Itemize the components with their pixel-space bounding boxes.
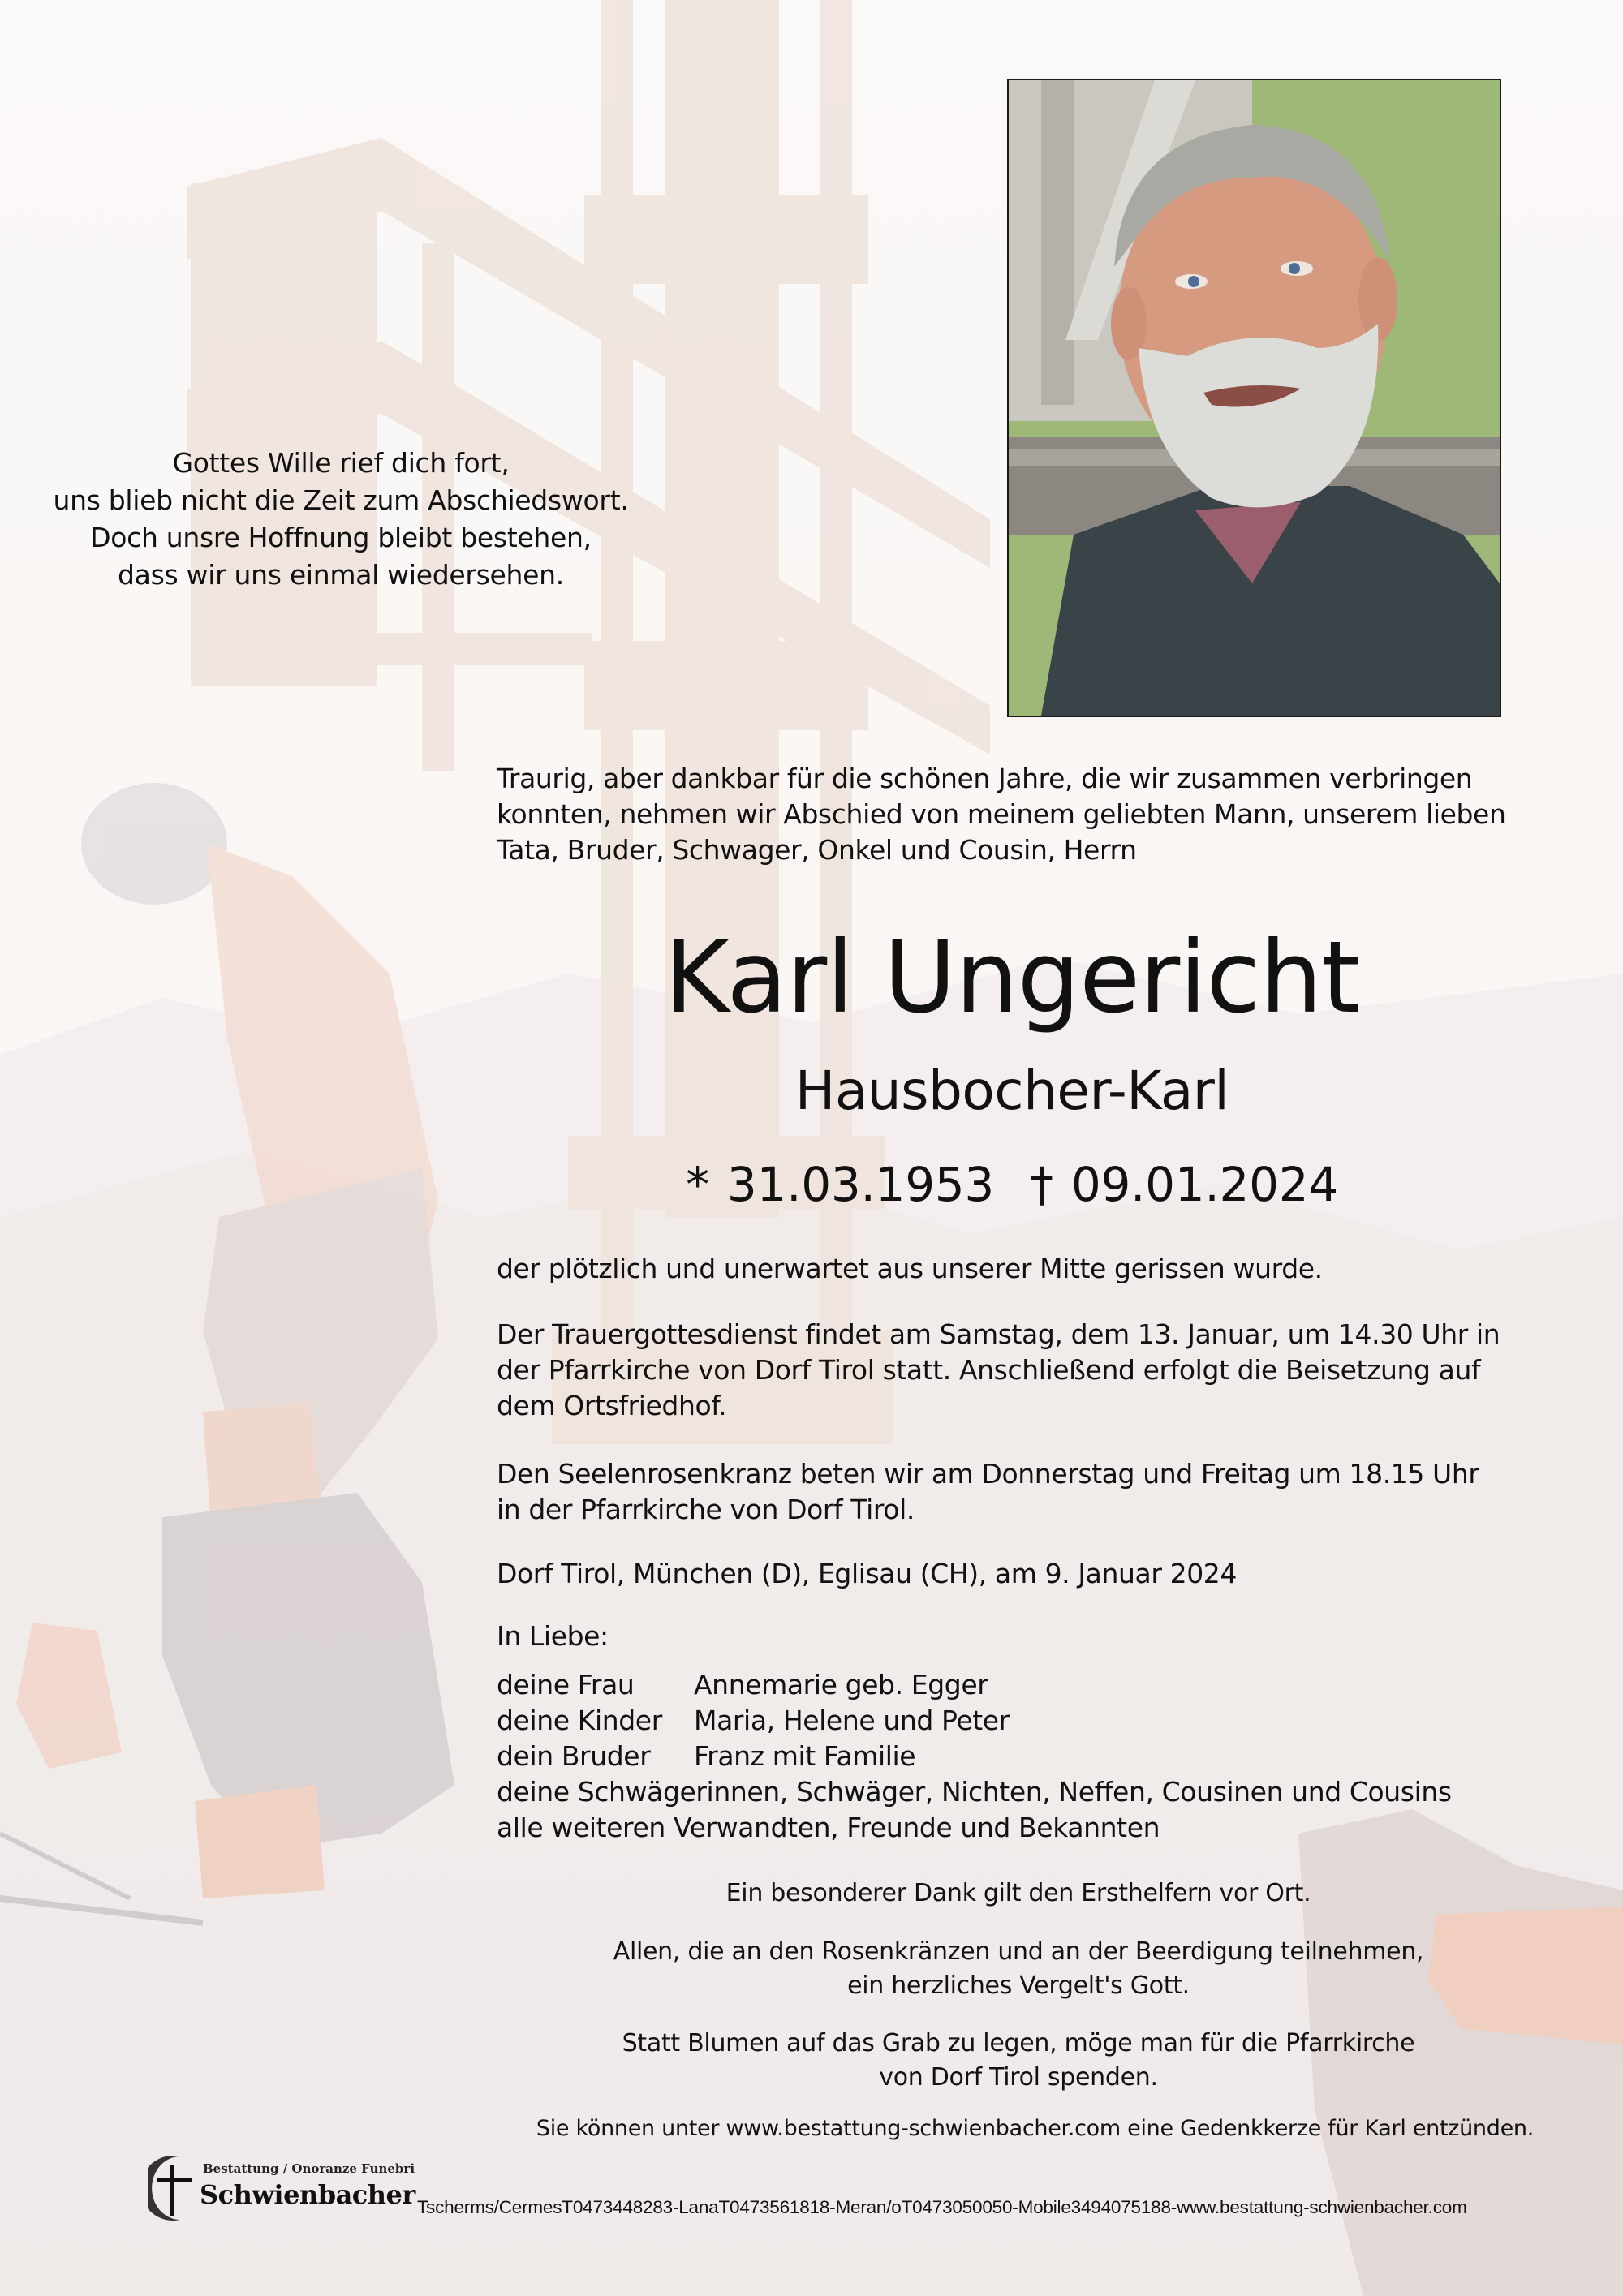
funeral-service-paragraph: [497, 1317, 1543, 1424]
body-line: dem Ortsfriedhof.: [497, 1390, 727, 1421]
in-love-label: [497, 1619, 1543, 1654]
family-relation: dein Bruder: [497, 1740, 651, 1772]
verse-line: Gottes Wille rief dich fort,: [172, 447, 510, 479]
first-responders-thanks: [503, 1877, 1534, 1911]
flowers-note: [503, 2027, 1534, 2095]
logo-subtitle: Bestattung / Onoranze Funebri: [203, 2161, 415, 2176]
intro-line: Tata, Bruder, Schwager, Onkel und Cousin, Herrn: [497, 834, 1137, 866]
family-relation: deine Frau: [497, 1669, 635, 1701]
family-extra: deine Schwägerinnen, Schwäger, Nichten, Neffen, Cousinen und Cousins: [497, 1776, 1452, 1808]
body-line: der Pfarrkirche von Dorf Tirol statt. Anschließend erfolgt die Beisetzung auf: [497, 1354, 1481, 1386]
cross-crescent-icon: [148, 2150, 204, 2223]
verse-line: Doch unsre Hoffnung bleibt bestehen,: [90, 522, 592, 553]
thanks-line: Allen, die an den Rosenkränzen und an der Beerdigung teilnehmen,: [613, 1937, 1424, 1966]
memorial-candle-note: Sie können unter www.bestattung-schwienbacher.com eine Gedenkkerze für Karl entzünden.: [536, 2116, 1534, 2141]
logo-name: Schwienbacher: [200, 2179, 415, 2210]
portrait-image: [1009, 80, 1500, 716]
body-line: Der Trauergottesdienst findet am Samstag, dem 13. Januar, um 14.30 Uhr in: [497, 1318, 1500, 1350]
contact-line: Tscherms/CermesT0473448283-LanaT0473561818-Meran/oT0473050050-Mobile3494075188-www.bestattung-schwienbacher.com: [417, 2197, 1467, 2217]
intro-paragraph: [497, 761, 1527, 868]
life-dates: [497, 1152, 1527, 1217]
family-relation: deine Kinder: [497, 1705, 662, 1736]
body-line: in der Pfarrkirche von Dorf Tirol.: [497, 1494, 915, 1525]
thanks-line: Statt Blumen auf das Grab zu legen, möge man für die Pfarrkirche: [622, 2029, 1415, 2057]
rosary-paragraph: [497, 1456, 1543, 1528]
thanks-line: ein herzliches Vergelt's Gott.: [847, 1971, 1190, 2000]
memorial-verse: [32, 445, 649, 594]
sudden-death-line: [497, 1251, 1543, 1287]
death-date: † 09.01.2024: [1030, 1157, 1338, 1212]
family-names: Annemarie geb. Egger: [694, 1669, 988, 1701]
thanks-line: Ein besonderer Dank gilt den Ersthelfern vor Ort.: [725, 1879, 1311, 1907]
family-row: [497, 1739, 1552, 1774]
portrait-photo: [1007, 79, 1501, 717]
thanks-line: von Dorf Tirol spenden.: [879, 2063, 1158, 2092]
verse-line: uns blieb nicht die Zeit zum Abschiedswort.: [53, 484, 629, 516]
attendees-thanks: [503, 1935, 1534, 2003]
deceased-nickname: Hausbocher-Karl: [794, 1060, 1229, 1122]
intro-line: Traurig, aber dankbar für die schönen Jahre, die wir zusammen verbringen: [497, 763, 1473, 794]
verse-line: dass wir uns einmal wiedersehen.: [118, 559, 564, 591]
body-line: Dorf Tirol, München (D), Eglisau (CH), am 9. Januar 2024: [497, 1558, 1237, 1589]
body-line: In Liebe:: [497, 1620, 609, 1652]
birth-date: * 31.03.1953: [686, 1157, 994, 1212]
body-line: Den Seelenrosenkranz beten wir am Donnerstag und Freitag um 18.15 Uhr: [497, 1458, 1479, 1490]
family-row: [497, 1703, 1552, 1739]
body-line: der plötzlich und unerwartet aus unserer Mitte gerissen wurde.: [497, 1253, 1323, 1284]
intro-line: konnten, nehmen wir Abschied von meinem geliebten Mann, unserem lieben: [497, 798, 1506, 830]
family-extra: alle weiteren Verwandten, Freunde und Bekannten: [497, 1812, 1160, 1843]
funeral-home-logo: [148, 2150, 415, 2223]
family-list: [497, 1667, 1552, 1846]
family-names: Maria, Helene und Peter: [694, 1705, 1010, 1736]
family-names: Franz mit Familie: [694, 1740, 916, 1772]
deceased-name: Karl Ungericht: [664, 920, 1360, 1035]
place-date-line: [497, 1556, 1543, 1592]
family-row: [497, 1667, 1552, 1703]
